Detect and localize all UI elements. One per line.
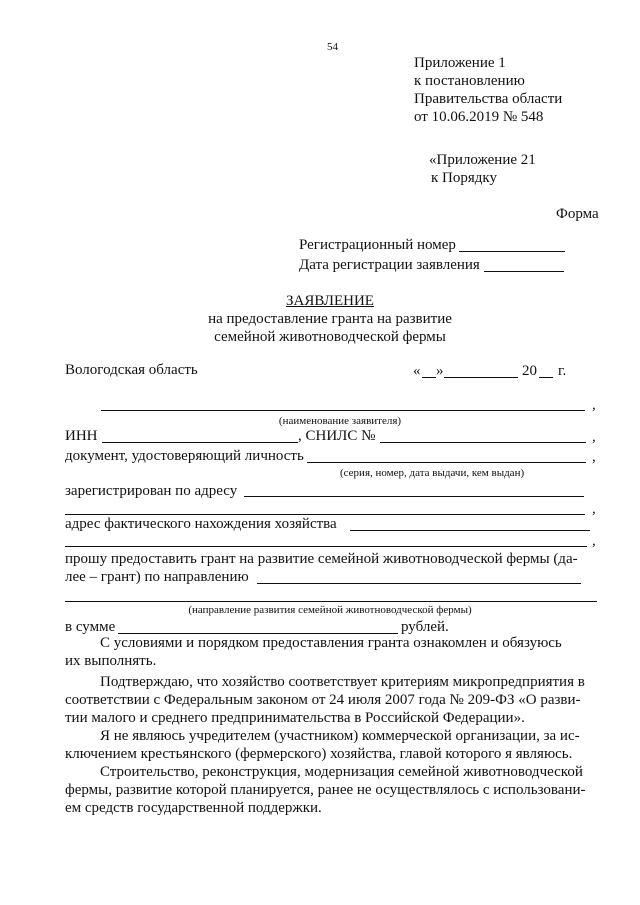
actual-address-field-2[interactable] xyxy=(65,546,587,547)
sum-label: в сумме xyxy=(65,619,116,635)
document-subtitle: семейной животноводческой фермы xyxy=(214,329,446,345)
direction-hint: (направление развития семейной животноводческой фермы) xyxy=(188,604,472,616)
page-number: 54 xyxy=(327,41,338,53)
grant-direction-field[interactable] xyxy=(257,583,581,584)
applicant-name-field[interactable] xyxy=(101,410,585,411)
date-close-quote: » xyxy=(436,363,444,379)
inn-field[interactable] xyxy=(102,442,298,443)
registered-address-field[interactable] xyxy=(244,496,584,497)
date-month-field[interactable] xyxy=(444,377,518,378)
comma: , xyxy=(592,429,596,445)
date-open-quote: « xyxy=(413,363,421,379)
applicant-hint: (наименование заявителя) xyxy=(278,415,402,427)
comma: , xyxy=(592,501,596,517)
paragraph-line: соответствии с Федеральным законом от 24 июля 2007 года № 209-ФЗ «О разви- xyxy=(65,692,581,708)
paragraph-line: тии малого и среднего предпринимательства в Российской Федерации». xyxy=(65,710,525,726)
appendix-line: Правительства области xyxy=(414,91,563,107)
registration-date-label: Дата регистрации заявления xyxy=(299,257,480,273)
appendix21-line: к Порядку xyxy=(431,170,497,186)
grant-direction-field-2[interactable] xyxy=(65,601,597,602)
snils-label: , СНИЛС № xyxy=(298,428,376,444)
form-label: Форма xyxy=(556,206,599,222)
grant-request-line: лее – грант) по направлению xyxy=(65,569,249,585)
comma: , xyxy=(592,397,596,413)
actual-address-label: адрес фактического нахождения хозяйства xyxy=(65,516,337,532)
date-day-field[interactable] xyxy=(422,377,436,378)
document-subtitle: на предоставление гранта на развитие xyxy=(208,311,452,327)
region: Вологодская область xyxy=(65,362,198,378)
document-label: документ, удостоверяющий личность xyxy=(65,448,304,464)
appendix-line: Приложение 1 xyxy=(414,55,506,71)
comma: , xyxy=(592,449,596,465)
paragraph-line: Подтверждаю, что хозяйство соответствует критериям микропредприятия в xyxy=(100,674,585,690)
date-year-field[interactable] xyxy=(539,377,553,378)
paragraph-line: ключением крестьянского (фермерского) хозяйства, главой которого я являюсь. xyxy=(65,746,573,762)
appendix-line: к постановлению xyxy=(414,73,525,89)
registration-number-label: Регистрационный номер xyxy=(299,237,456,253)
date-year-suffix: г. xyxy=(558,363,567,379)
document-title: ЗАЯВЛЕНИЕ xyxy=(286,293,374,309)
actual-address-field[interactable] xyxy=(350,530,590,531)
inn-label: ИНН xyxy=(65,428,98,444)
registration-date-field[interactable] xyxy=(484,271,564,272)
appendix21-line: «Приложение 21 xyxy=(429,152,536,168)
paragraph-line: фермы, развитие которой планируется, ранее не осуществлялось с использовани- xyxy=(65,782,586,798)
paragraph-line: ем средств государственной поддержки. xyxy=(65,800,322,816)
date-year-prefix: 20 xyxy=(522,363,537,379)
paragraph-line: их выполнять. xyxy=(65,653,157,669)
snils-field[interactable] xyxy=(380,442,586,443)
sum-unit: рублей. xyxy=(401,619,449,635)
registration-number-field[interactable] xyxy=(459,251,565,252)
appendix-line: от 10.06.2019 № 548 xyxy=(414,109,544,125)
paragraph-line: Я не являюсь учредителем (участником) коммерческой организации, за ис- xyxy=(100,728,580,744)
registered-address-label: зарегистрирован по адресу xyxy=(65,483,238,499)
comma: , xyxy=(592,533,596,549)
grant-request-line: прошу предоставить грант на развитие семейной животноводческой фермы (да- xyxy=(65,551,578,567)
paragraph-line: С условиями и порядком предоставления гранта ознакомлен и обязуюсь xyxy=(100,635,562,651)
paragraph-line: Строительство, реконструкция, модернизация семейной животноводческой xyxy=(100,764,583,780)
document-field[interactable] xyxy=(307,462,586,463)
document-hint: (серия, номер, дата выдачи, кем выдан) xyxy=(340,467,525,479)
